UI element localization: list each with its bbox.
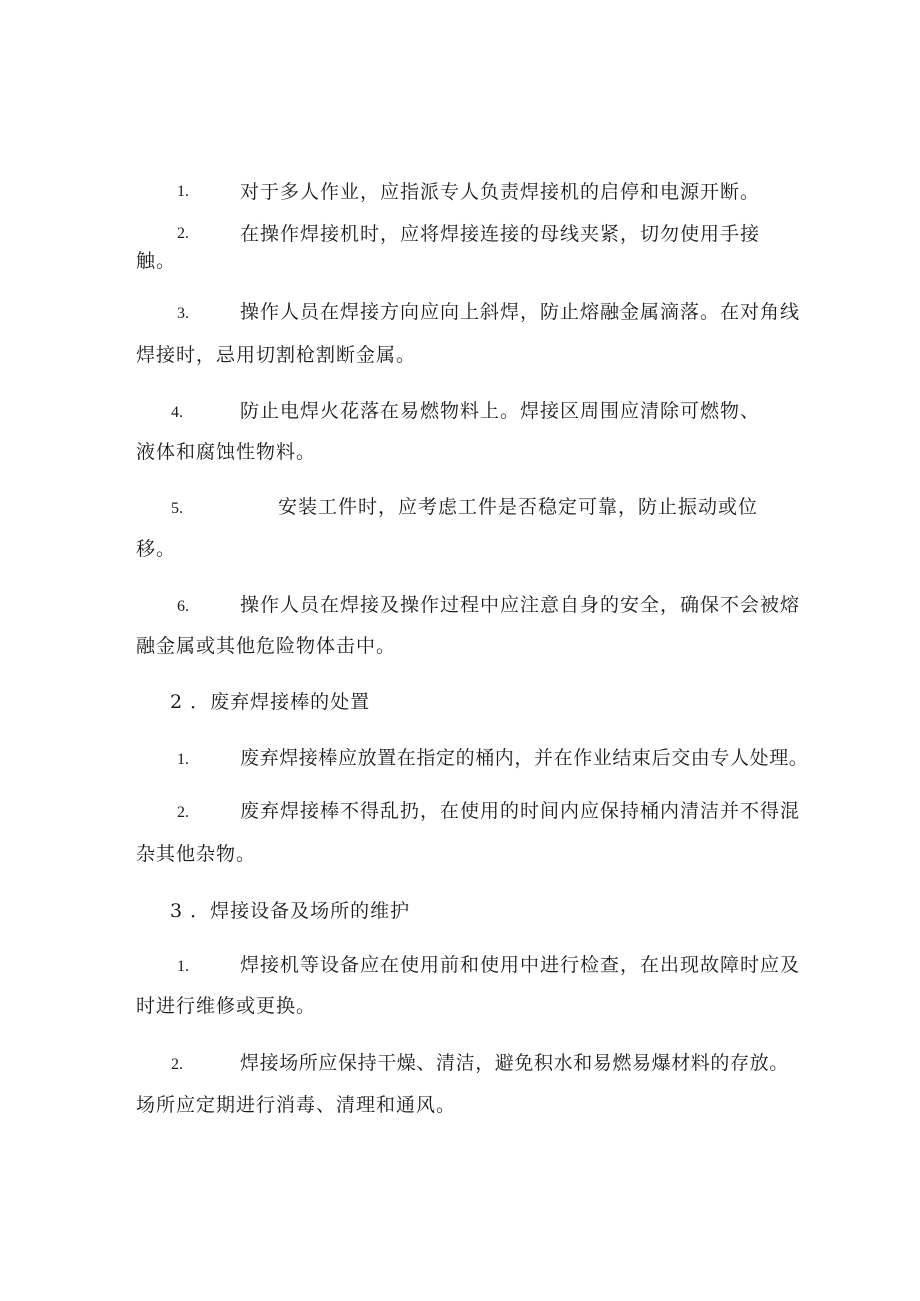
item-number: 2. <box>177 225 189 242</box>
item-number: 6. <box>177 598 189 615</box>
section-heading: 3 ．焊接设备及场所的维护 <box>170 900 411 922</box>
item-text-continued: 融金属或其他危险物体击中。 <box>136 635 397 657</box>
item-text-continued: 触。 <box>136 250 177 272</box>
item-number: 5. <box>171 500 183 517</box>
item-text: 焊接机等设备应在使用前和使用中进行检查，在出现故障时应及 <box>240 954 801 976</box>
item-text: 操作人员在焊接及操作过程中应注意自身的安全，确保不会被熔 <box>240 594 801 616</box>
item-text: 防止电焊火花落在易燃物料上。焊接区周围应清除可燃物、 <box>240 400 761 422</box>
item-number: 1. <box>177 958 189 975</box>
item-text-continued: 移。 <box>136 538 177 560</box>
item-text: 操作人员在焊接方向应向上斜焊，防止熔融金属滴落。在对角线 <box>240 301 801 323</box>
item-number: 1. <box>177 183 189 200</box>
item-text: 废弃焊接棒不得乱扔，在使用的时间内应保持桶内清洁并不得混 <box>240 800 801 822</box>
item-number: 2. <box>171 1056 183 1073</box>
item-text-continued: 场所应定期进行消毒、清理和通风。 <box>136 1094 457 1116</box>
item-number: 1. <box>177 751 189 768</box>
item-text-continued: 液体和腐蚀性物料。 <box>136 441 317 463</box>
item-text: 废弃焊接棒应放置在指定的桶内，并在作业结束后交由专人处理。 <box>240 747 809 769</box>
item-number: 3. <box>177 305 189 322</box>
section-heading: 2 ．废弃焊接棒的处置 <box>170 691 371 713</box>
item-number: 2. <box>177 804 189 821</box>
item-text-continued: 杂其他杂物。 <box>136 843 257 865</box>
item-text-continued: 焊接时，忌用切割枪割断金属。 <box>136 344 417 366</box>
item-text: 焊接场所应保持干燥、清洁，避免积水和易燃易爆材料的存放。 <box>240 1052 789 1074</box>
item-text: 在操作焊接机时，应将焊接连接的母线夹紧，切勿使用手接 <box>240 223 761 245</box>
item-number: 4. <box>171 404 183 421</box>
item-text: 对于多人作业，应指派专人负责焊接机的启停和电源开断。 <box>240 181 761 203</box>
item-text: 安装工件时，应考虑工件是否稳定可靠，防止振动或位 <box>278 496 759 518</box>
item-text-continued: 时进行维修或更换。 <box>136 995 317 1017</box>
